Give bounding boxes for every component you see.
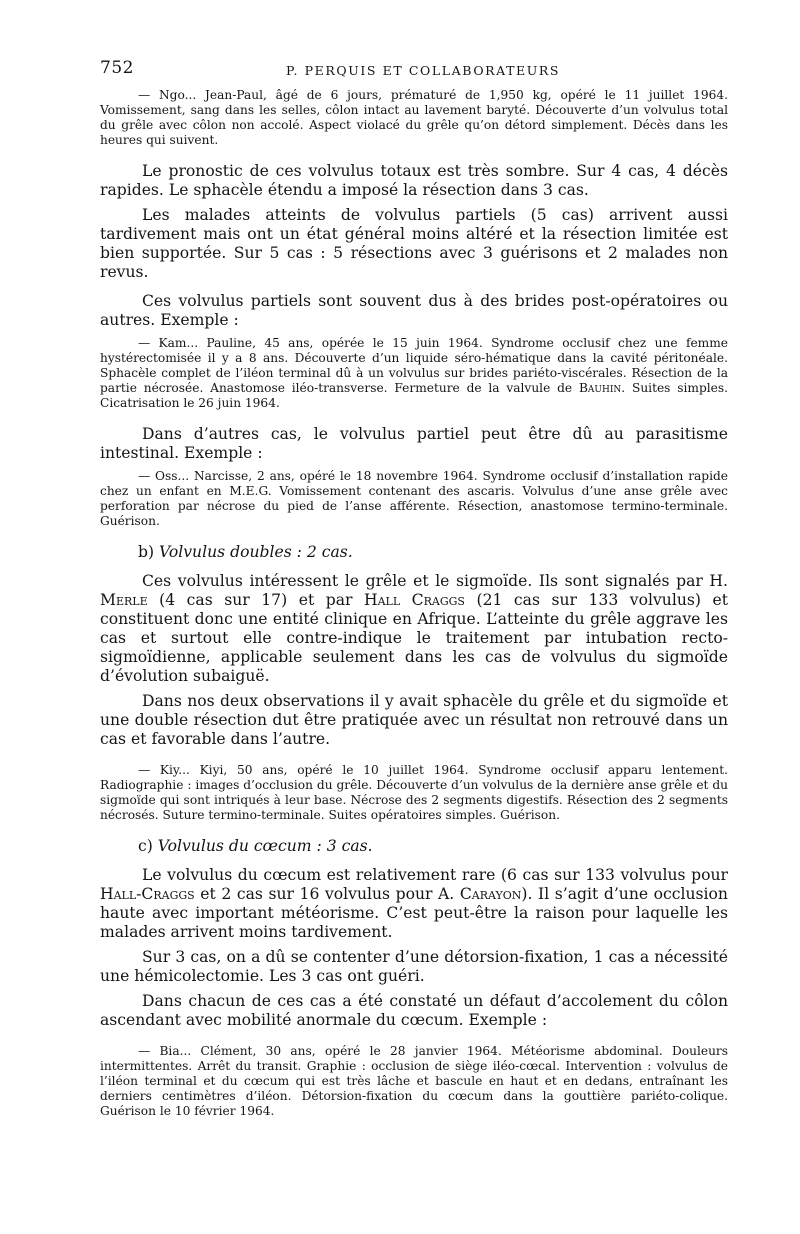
case-kiy: — Kiy... Kiyi, 50 ans, opéré le 10 juillet 1964. Syndrome occlusif apparu lentement. Radiographie : images d’occlusion du grêle. Découverte d’un volvulus de la dernière anse grêle et du sigmoïde qui sont intriqués à leur base. Nécrose des 2 segments digestifs. Résection des 2 segments nécrosés. Suture termino-terminale. Suites opératoires simples. Guérison. (100, 763, 728, 822)
para-doubles-t2: (4 cas sur 17) et par (159, 591, 353, 609)
para-observations: Dans nos deux observations il y avait sphacèle du grêle et du sigmoïde et une double résection dut être pratiquée avec un résultat non retrouvé dans un cas et favorable dans l’autre. (100, 692, 728, 748)
para-doubles-t1: Ces volvulus intéressent le grêle et le sigmoïde. Ils sont signalés par H. (142, 572, 728, 590)
page-number: 752 (100, 58, 134, 78)
page (100, 58, 728, 1119)
para-coecum (100, 866, 728, 942)
section-b-heading (100, 543, 728, 562)
para-detorsion: Sur 3 cas, on a dû se contenter d’une détorsion-fixation, 1 cas a nécessité une hémicolectomie. Les 3 cas ont guéri. (100, 948, 728, 985)
author-hall-craggs-2: Hall-Craggs (100, 885, 195, 903)
case-oss: — Oss... Narcisse, 2 ans, opéré le 18 novembre 1964. Syndrome occlusif d’installation rapide chez un enfant en M.E.G. Vomissement contenant des ascaris. Volvulus d’une anse grêle avec perforation par nécrose du pied de l’anse afférente. Résection, anastomose termino-terminale. Guérison. (100, 469, 728, 528)
para-partiels: Les malades atteints de volvulus partiels (5 cas) arrivent aussi tardivement mais ont un état général moins altéré et la résection limitée est bien supportée. Sur 5 cas : 5 résections avec 3 guérisons et 2 malades non revus. (100, 206, 728, 281)
section-c-heading (100, 837, 728, 856)
case-bia: — Bia... Clément, 30 ans, opéré le 28 janvier 1964. Météorisme abdominal. Douleurs intermittentes. Arrêt du transit. Graphie : occlusion de siège iléo-cœcal. Intervention : volvulus de l’iléon terminal et du cœcum qui est très lâche et bascule en haut et en dedans, entraînant les derniers centimètres d’iléon. Détorsion-fixation du cœcum dans la gouttière pariéto-colique. Guérison le 10 février 1964. (100, 1044, 728, 1118)
author-merle: Merle (100, 591, 148, 609)
para-coecum-t2: et 2 cas sur 16 volvulus pour A. (200, 885, 455, 903)
section-b-label: b) (138, 543, 155, 561)
para-parasitisme: Dans d’autres cas, le volvulus partiel peut être dû au parasitisme intestinal. Exemple : (100, 425, 728, 462)
page-header (100, 58, 728, 82)
author-carayon: Carayon (459, 885, 522, 903)
case-kam-text: — Kam... Pauline, 45 ans, opérée le 15 juin 1964. Syndrome occlusif chez une femme hystérectomisée il y a 8 ans. Découverte d’un liquide séro-hématique dans la cavité péritonéale. Sphacèle complet de l’iléon terminal dû à un volvulus sur brides pariéto-viscérales. Résection de la partie nécrosée. Anastomose iléo-transverse. Fermeture de la valvule de (100, 336, 728, 395)
section-b-title: Volvulus doubles : 2 cas. (159, 543, 353, 561)
case-ngo: — Ngo... Jean-Paul, âgé de 6 jours, prématuré de 1,950 kg, opéré le 11 juillet 1964. Vomissement, sang dans les selles, côlon intact au lavement baryté. Découverte d’un volvulus total du grêle avec côlon non accolé. Aspect violacé du grêle qu’on détord simplement. Décès dans les heures qui suivent. (100, 88, 728, 147)
para-pronostic: Le pronostic de ces volvulus totaux est très sombre. Sur 4 cas, 4 décès rapides. Le sphacèle étendu a imposé la résection dans 3 cas. (100, 162, 728, 199)
section-c-title: Volvulus du cœcum : 3 cas. (157, 837, 373, 855)
para-doubles-t3: (21 cas sur 133 volvulus) et constituent donc une entité clinique en Afrique. L’atteinte du grêle aggrave les cas et surtout elle contre-indique le traitement par intubation recto-sigmoïdienne, applicable seulement dans les cas de volvulus du sigmoïde d’évolution subaiguë. (100, 591, 728, 685)
para-doubles (100, 572, 728, 686)
case-kam (100, 336, 728, 411)
author-hall-craggs: Hall Craggs (364, 591, 465, 609)
running-head: P. PERQUIS ET COLLABORATEURS (286, 63, 561, 78)
para-coecum-t1: Le volvulus du cœcum est relativement rare (6 cas sur 133 volvulus pour (142, 866, 728, 884)
para-accolement: Dans chacun de ces cas a été constaté un défaut d’accolement du côlon ascendant avec mobilité anormale du cœcum. Exemple : (100, 992, 728, 1029)
author-bauhin: Bauhin (578, 381, 622, 395)
case-kam-tail: . Suites simples. Cicatrisation le 26 juin 1964. (100, 381, 729, 410)
para-brides: Ces volvulus partiels sont souvent dus à des brides post-opératoires ou autres. Exemple : (100, 292, 728, 329)
para-coecum-t3: ). Il s’agit d’une occlusion haute avec important météorisme. C’est peut-être la raison pour laquelle les malades arrivent moins tardivement. (100, 885, 728, 941)
section-c-label: c) (138, 837, 153, 855)
